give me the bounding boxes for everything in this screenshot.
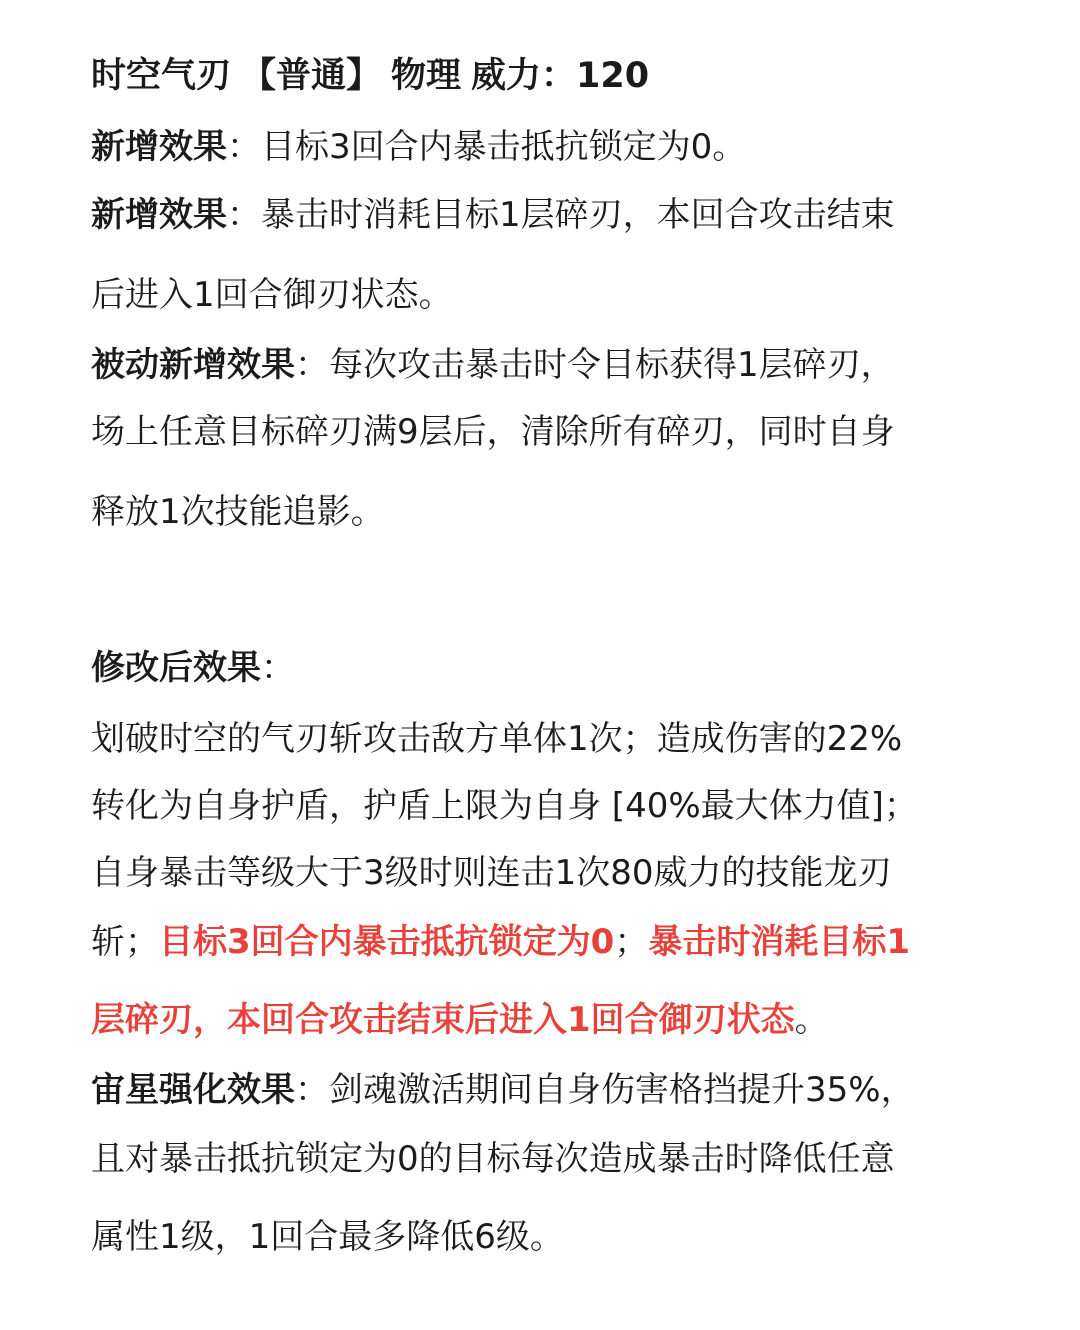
star-line-3 (91, 1215, 564, 1259)
effect-text: 场上任意目标碎刃满9层后，清除所有碎刃，同时自身 (91, 412, 895, 452)
highlight-text: 层碎刃，本回合攻击结束后进入1回合御刃状态 (91, 1000, 795, 1040)
effect-3-line-1 (91, 343, 895, 387)
modified-label: 修改后效果 (91, 648, 261, 688)
modified-heading (91, 646, 295, 690)
modified-separator: ； (614, 922, 649, 962)
skill-type: 【普通】 (241, 56, 382, 96)
effect-colon: ： (295, 345, 329, 385)
modified-line-2 (91, 784, 918, 828)
modified-line-4 (91, 920, 910, 964)
effect-text: 目标3回合内暴击抵抗锁定为0。 (261, 127, 747, 167)
effect-label: 新增效果 (91, 127, 227, 167)
star-text: 属性1级，1回合最多降低6级。 (91, 1217, 564, 1257)
highlight-text: 暴击时消耗目标1 (648, 922, 910, 962)
star-label: 宙星强化效果 (91, 1070, 295, 1110)
modified-text: 转化为自身护盾，护盾上限为自身 [40%最大体力值]； (91, 786, 918, 826)
skill-name: 时空气刃 (91, 56, 232, 96)
modified-line-1 (91, 717, 902, 761)
effect-colon: ： (227, 195, 261, 235)
modified-line-5 (91, 998, 829, 1042)
skill-power: 威力：120 (471, 56, 650, 96)
modified-line-3 (91, 851, 892, 895)
effect-1-line-1 (91, 125, 746, 169)
highlight-text: 目标3回合内暴击抵抗锁定为0 (159, 922, 615, 962)
effect-label: 新增效果 (91, 195, 227, 235)
effect-text: 后进入1回合御刃状态。 (91, 275, 453, 315)
modified-text: 。 (794, 1000, 829, 1040)
star-colon: ： (295, 1070, 329, 1110)
skill-title (91, 54, 649, 98)
modified-text: 斩； (91, 922, 159, 962)
modified-colon: ： (261, 648, 295, 688)
star-line-2 (91, 1137, 895, 1181)
effect-text: 释放1次技能追影。 (91, 492, 385, 532)
effect-2-line-1 (91, 193, 895, 237)
modified-text: 划破时空的气刃斩攻击敌方单体1次；造成伤害的22% (91, 719, 903, 759)
effect-text: 暴击时消耗目标1层碎刃，本回合攻击结束 (261, 195, 895, 235)
effect-colon: ： (227, 127, 261, 167)
star-text: 且对暴击抵抗锁定为0的目标每次造成暴击时降低任意 (91, 1139, 895, 1179)
star-text: 剑魂激活期间自身伤害格挡提升35%， (329, 1070, 915, 1110)
effect-2-line-2 (91, 273, 453, 317)
modified-text: 自身暴击等级大于3级时则连击1次80威力的技能龙刃 (91, 853, 892, 893)
effect-3-line-3 (91, 490, 385, 534)
effect-label: 被动新增效果 (91, 345, 295, 385)
star-line-1 (91, 1068, 915, 1112)
effect-text: 每次攻击暴击时令目标获得1层碎刃， (329, 345, 895, 385)
effect-3-line-2 (91, 410, 895, 454)
skill-category: 物理 (391, 56, 462, 96)
